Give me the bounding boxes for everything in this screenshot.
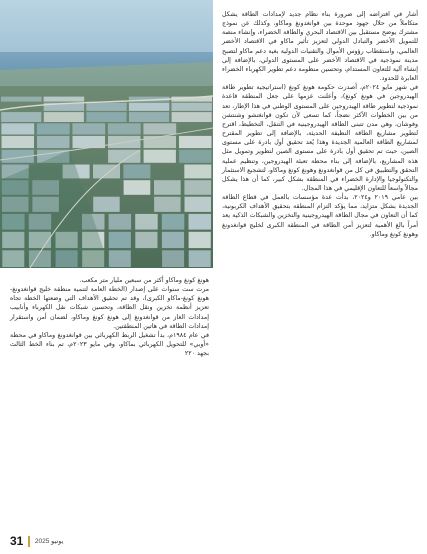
pond-cell (154, 197, 181, 212)
pond-cell (189, 250, 211, 267)
pond-cell (179, 136, 212, 148)
pond-cell (144, 136, 177, 148)
pond-cell (189, 214, 212, 230)
pond-cell (72, 123, 105, 134)
page-footer (10, 534, 63, 548)
pond-cell (44, 97, 85, 102)
paragraph: في شهر مايو ٢٠٢٤م، أصدرت حكومة هونغ كونغ (استراتيجية تطوير طاقة الهيدروجين في هونغ كونغ)، وأعلنت عزمها على جعل المنطقة قاعدة نموذجية لتطوير طاقة الهيدروجين على المستوى الوطني في هذا الإطار، تعد من بين الخطوات الأكثر نضجاً، كما تسعى لأن تكون قوانغتشو وشنتشن وفوشان، وهي مدن تتبنى الطاقة الهيدروجينية في التنقل، التخطيط، اقترح لتطوير مشاريع الطاقة النظيفة الحديثة، بالإضافة إلى تطوير المقترح لمشاريع الطاقة العالمية الجديدة وهذا يُعد تحقيق أول بادرة على مستوى الصين، حيث تم تحقيق أول بادرة على مستوى الصين لتطوير وتمويل مثل هذه المشاريع، بالإضافة إلى بناء محطة تعبئة الهيدروجين، وتنظيم عملية التحقق والتطبيق في كل من قوانغدونغ وهونغ كونغ وماكاو، لتشجيع الاستثمار والتكنولوجيا والإدارة الخضراء في المنطقة بشكل كبير، كما أن هذا يشكل مجالاً واسعاً للتعاون الإقليمي في هذا المجال. (222, 84, 419, 192)
article-column-left (10, 276, 209, 526)
pond-cell (108, 123, 141, 134)
pond-cell (93, 197, 120, 212)
pond-cell (162, 232, 184, 248)
pond-cell (179, 150, 211, 163)
page-number: 31 (10, 534, 24, 548)
pond-cell (37, 136, 70, 148)
pond-cell (184, 180, 211, 195)
pond-cell (1, 123, 34, 134)
pond-cell (2, 136, 35, 148)
pond-cell (144, 150, 176, 163)
pond-cell (86, 112, 126, 122)
pond-cell (184, 165, 211, 179)
paragraph: بين عامي ٢٠١٩ و٢٠٢٤، بدأت عدة مؤسسات بالعمل في قطاع الطاقة الجديدة بشكل متزايد، مما يؤكد التزام المنطقة بتحقيق الأهداف الكربونية، كما أن التعاون في مجال الطاقة الهيدروجينية والتخزين والشبكات الذكية يعد أمراً بالغ الأهمية لتعزيز أمن الطاقة في المنطقة الكبرى لخليج قوانغدونغ وهونغ كونغ وماكاو. (222, 194, 418, 238)
pond-cell (1, 112, 41, 122)
pond-cell (135, 214, 158, 230)
pond-cell (129, 103, 169, 111)
pond-cell (162, 250, 184, 267)
solar-ponds-aerial-photo (0, 0, 213, 268)
pond-cell (143, 123, 176, 134)
pond-cell (189, 232, 211, 248)
pond-cell (129, 112, 169, 122)
paragraph: في عام ١٩٨٤م، بدأ تشغيل الربط الكهربائي بين قوانغدونغ وماكاو في محطة «أوبي» للتحويل الكهربائي بماكاو، وفي مايو ٢٠٢٣م، تم بناء الخط الثالث بجهد ٢٢٠ (10, 331, 210, 358)
paragraph: أشار في افتراضه إلى ضرورة بناء نظام جديد لإمدادات الطاقة يشكل متكاملاً من حلال جهود موحدة بين قوانغدونغ وماكاو، وكذلك عن نموذج مشترك يوضح مستقبل بين الاقتصاد البحري والطاقة الخضراء، وإنشاء منصة للتمويل الأخضر والتبادل الدولي لتعزيز تأثير ماكاو في الاقتصاد الأخضر العالمي، واستقطاب رؤوس الأموال والتقنيات الدولية بغية دعم ماكاو لتصبح مدينة نموذجية في الاقتصاد الأخضر على المستوى الدولي، بالإضافة إلى إنشاء آلية للتعاون المستدام، وتحسين منظومة دعم تطوير الكهرباء الخضراء العابرة للحدود. (222, 11, 418, 83)
paragraph: هونغ كونغ وماكاو أكثر من سبعين مليار متر مكعب. (79, 277, 209, 284)
pond-cell (154, 180, 181, 195)
paragraph: مرت ست سنوات على إصدار (الخطة العامة لتنمية منطقة خليج قوانغدونغ-هونغ كونغ-ماكاو الكبرى)، وقد تم تحقيق الأهداف التي وضعتها الخطة تجاه تعزيز أنظمة تخزين ونقل الطاقة، وتحسين شبكات نقل الكهرباء وأنابيب إمدادات الغاز من قوانغدونغ إلى هونغ كونغ وماكاو، لضمان أمن واستقرار إمدادات الطاقة في هاتين المنطقتين. (10, 286, 209, 330)
pond-cell (37, 123, 70, 134)
pond-cell (172, 112, 212, 122)
pond-cell (86, 103, 126, 111)
pond-cell (109, 250, 131, 267)
pond-cell (123, 165, 150, 179)
pond-cell (135, 232, 157, 248)
pond-cell (185, 197, 212, 212)
pond-cell (1, 97, 42, 102)
article-column-right (222, 10, 418, 528)
pond-cell (44, 112, 84, 122)
footer-divider (28, 536, 30, 547)
issue-date: يونيو 2025 (34, 538, 64, 545)
pond-cell (109, 214, 132, 230)
pond-cell (162, 214, 185, 230)
pond-cell (124, 180, 151, 195)
pond-cell (109, 232, 131, 248)
pond-cell (172, 103, 212, 111)
